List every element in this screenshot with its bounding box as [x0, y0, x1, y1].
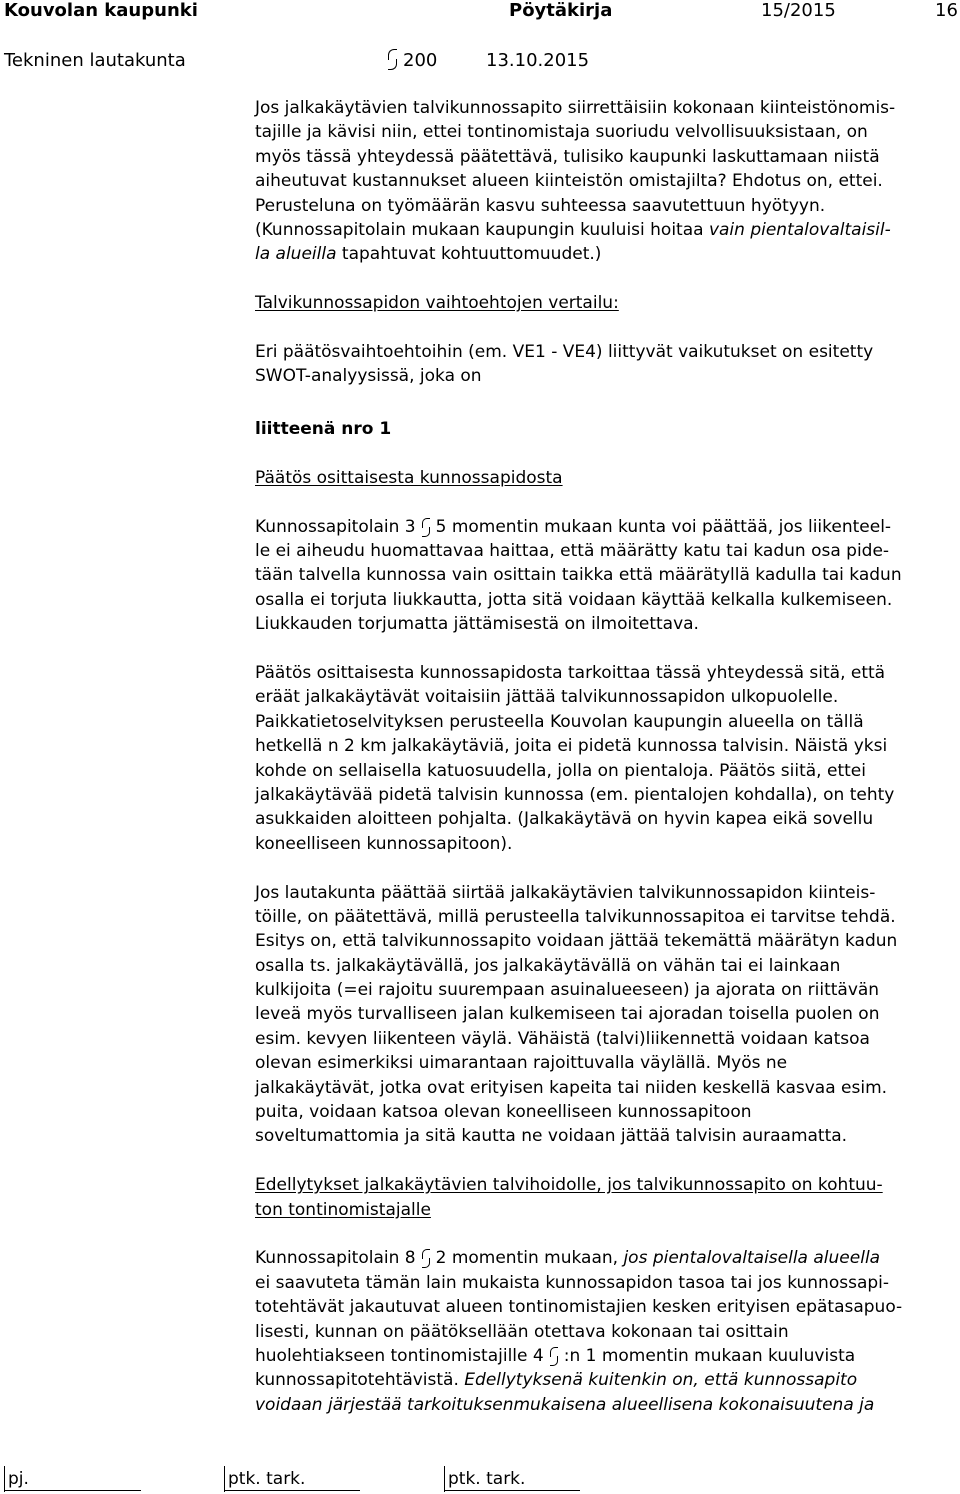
attachment-reference: liitteenä nro 1: [255, 419, 392, 440]
document-body: [255, 96, 960, 1417]
heading-comparison: Talvikunnossapidon vaihtoehtojen vertailu:: [255, 293, 619, 314]
paragraph-transfer: [255, 881, 960, 1149]
text-line: aiheutuvat kustannukset alueen kiinteistön omistajilta? Ehdotus on, ettei.: [255, 171, 883, 192]
signature-tick: [4, 1466, 5, 1492]
paragraph-billing: [255, 96, 960, 267]
emphasis-text: jos pientalovaltaisella alueella: [623, 1248, 881, 1269]
text-line: hetkellä n 2 km jalkakäytäviä, joita ei pidetä kunnossa talvisin. Näistä yksi: [255, 736, 888, 757]
signature-tick: [444, 1466, 445, 1492]
committee-name: Tekninen lautakunta: [4, 50, 186, 71]
paragraph-partial-decision: [255, 661, 960, 856]
meeting-date: 13.10.2015: [486, 50, 590, 71]
text-line: eräät jalkakäytävät voitaisiin jättää talvikunnossapidon ulkopuolelle.: [255, 687, 839, 708]
text-line: Eri päätösvaihtoehtoihin (em. VE1 - VE4) liittyvät vaikutukset on esitetty: [255, 341, 874, 362]
text-line: ei saavuteta tämän lain mukaista kunnossapidon tasoa tai jos kunnossapi-: [255, 1272, 890, 1293]
text-line: myös tässä yhteydessä päätettävä, tulisiko kaupunki laskuttamaan niistä: [255, 146, 880, 167]
footer-checker-2: ptk. tark.: [448, 1469, 526, 1489]
section-sign-icon: [420, 518, 432, 536]
text-line: kulkijoita (=ei rajoitu suurempaan asuinalueeseen) ja ajorata on riittävän: [255, 980, 880, 1001]
text-line: soveltumattomia ja sitä kautta ne voidaan jättää talvisin auraamatta.: [255, 1126, 848, 1147]
text-line: [255, 1246, 960, 1270]
issue-number: 15/2015: [761, 0, 836, 21]
law-text: :n 1 momentin mukaan kuuluvista: [563, 1345, 856, 1366]
law-text: 5 momentin mukaan kunta voi päättää, jos liikenteel-: [435, 516, 892, 537]
text-line: Paikkatietoselvityksen perusteella Kouvolan kaupungin alueella on tällä: [255, 711, 864, 732]
paren-text: tapahtuvat kohtuuttomuudet.): [336, 244, 602, 265]
paren-text: (Kunnossapitolain mukaan kaupungin kuuluisi hoitaa: [255, 219, 709, 240]
text-line: [255, 1344, 960, 1368]
law-reference: Kunnossapitolain 8: [255, 1248, 416, 1269]
text-line: totehtävät jakautuvat alueen tontinomistajien kesken erityisen epätasapuo-: [255, 1297, 903, 1318]
text-line: osalla ei torjuta liukkautta, jotta sitä voidaan käyttää kelkalla kulkemiseen.: [255, 589, 893, 610]
signature-line: [224, 1490, 360, 1491]
footer-checker-1: ptk. tark.: [228, 1469, 306, 1489]
heading-partial-maintenance: Päätös osittaisesta kunnossapidosta: [255, 467, 563, 488]
text-line: tään talvella kunnossa vain osittain taikka että määrätyllä kadulla tai kadun: [255, 565, 902, 586]
signature-line: [444, 1490, 580, 1491]
law-text: kunnossapitotehtävistä.: [255, 1370, 465, 1391]
footer-chair-initials: pj.: [8, 1469, 29, 1489]
text-line: olevan esimerkiksi uimarantaan rajoittuvalla väylällä. Myös ne: [255, 1053, 788, 1074]
heading-conditions: Edellytykset jalkakäytävien talvihoidolle, jos talvikunnossapito on kohtuu-: [255, 1175, 883, 1196]
text-line: lisesti, kunnan on päätöksellään otettava kokonaan tai osittain: [255, 1321, 789, 1342]
text-line: Päätös osittaisesta kunnossapidosta tarkoittaa tässä yhteydessä sitä, että: [255, 662, 886, 683]
heading-conditions: ton tontinomistajalle: [255, 1199, 431, 1220]
text-line: jalkakäytävät, jotka ovat erityisen kapeita tai niiden keskellä kasvaa esim.: [255, 1077, 888, 1098]
text-line: [255, 242, 960, 266]
text-line: Jos jalkakäytävien talvikunnossapito siirrettäisiin kokonaan kiinteistönomis-: [255, 98, 896, 118]
text-line: Liukkauden torjumatta jättämisestä on ilmoitettava.: [255, 614, 699, 635]
paragraph-law: [255, 515, 960, 637]
text-line: koneelliseen kunnossapitoon).: [255, 833, 513, 854]
law-text: huolehtiakseen tontinomistajille 4: [255, 1345, 544, 1366]
section-number: 200: [403, 50, 438, 71]
text-line: puita, voidaan katsoa olevan koneelliseen kunnossapitoon: [255, 1102, 752, 1123]
text-line: [255, 515, 960, 539]
section-sign-icon: [420, 1249, 432, 1267]
text-line: tajille ja kävisi niin, ettei tontinomistaja suoriudu velvollisuuksistaan, on: [255, 122, 868, 143]
text-line: esim. kevyen liikenteen väylä. Vähäistä (talvi)liikennettä voidaan katsoa: [255, 1028, 870, 1049]
document-type: Pöytäkirja: [509, 0, 613, 21]
law-text: 2 momentin mukaan,: [435, 1248, 624, 1269]
text-line: [255, 1368, 960, 1392]
organization-name: Kouvolan kaupunki: [4, 0, 198, 21]
text-line: kohde on sellaisella katuosuudella, jolla on pientaloja. Päätös siitä, ettei: [255, 760, 866, 781]
section-sign-icon: [548, 1347, 560, 1365]
emphasis-text: la alueilla: [255, 244, 337, 265]
text-line: töille, on päätettävä, millä perusteella talvikunnossapitoa ei tarvitse tehdä.: [255, 906, 896, 927]
law-reference: Kunnossapitolain 3: [255, 516, 416, 537]
paragraph-conditions: [255, 1246, 960, 1417]
signature-tick: [224, 1466, 225, 1492]
text-line: Perusteluna on työmäärän kasvu suhteessa saavutettuun hyötyyn.: [255, 195, 826, 216]
text-line: Jos lautakunta päättää siirtää jalkakäytävien talvikunnossapidon kiinteis-: [255, 882, 876, 903]
text-line: leveä myös turvalliseen jalan kulkemiseen tai ajoradan toisella puolen on: [255, 1004, 880, 1025]
text-line: osalla ts. jalkakäytävällä, jos jalkakäytävällä on vähän tai ei lainkaan: [255, 955, 841, 976]
text-line: [255, 218, 960, 242]
page-number: 16: [935, 0, 958, 21]
section-sign-icon: [386, 49, 398, 69]
text-line: Esitys on, että talvikunnossapito voidaan jättää tekemättä määrätyn kadun: [255, 931, 898, 952]
signature-line: [4, 1490, 141, 1491]
emphasis-text: vain pientalovaltaisil-: [708, 219, 891, 240]
text-line: jalkakäytävää pidetä talvisin kunnossa (em. pientalojen kohdalla), on tehty: [255, 784, 895, 805]
text-line: SWOT-analyysissä, joka on: [255, 366, 482, 387]
text-line: asukkaiden aloitteen pohjalta. (Jalkakäytävä on hyvin kapea eikä sovellu: [255, 809, 874, 830]
emphasis-text: Edellytyksenä kuitenkin on, että kunnossapito: [464, 1370, 858, 1391]
text-line: voidaan järjestää tarkoituksenmukaisena alueellisena kokonaisuutena ja: [255, 1394, 875, 1415]
text-line: le ei aiheudu huomattavaa haittaa, että määrätty katu tai kadun osa pide-: [255, 541, 890, 562]
